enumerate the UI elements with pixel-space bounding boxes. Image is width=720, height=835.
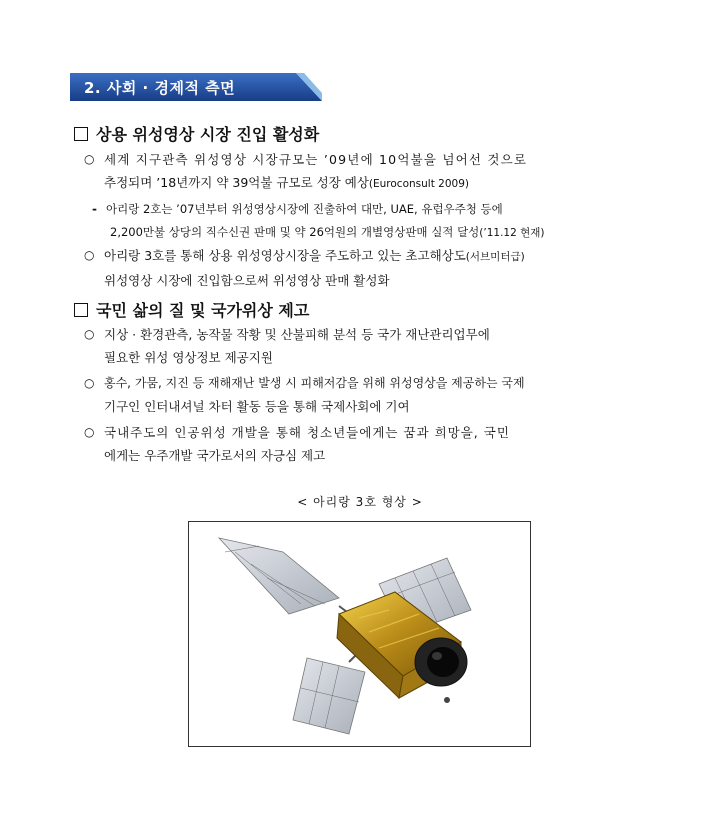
topic-heading-text: 국민 삶의 질 및 국가위상 제고 xyxy=(96,301,310,320)
circle-bullet-icon: ○ xyxy=(84,152,95,166)
solar-panel-upper xyxy=(219,538,339,614)
topic-heading-market xyxy=(74,122,319,145)
camera-lens xyxy=(415,638,467,686)
solar-panel-lower xyxy=(293,658,365,734)
satellite-figure xyxy=(188,521,531,747)
section-header xyxy=(70,73,322,101)
checkbox-square-icon xyxy=(74,303,88,317)
satellite-image xyxy=(189,522,530,746)
sub-bullet-text: 아리랑 2호는 ’07년부터 위성영상시장에 진출하여 대만, UAE, 유럽우주청 등에 2,200만불 상당의 직수신권 판매 및 약 26억원의 개별영상판매 실적 달성(’11.12 현재) xyxy=(106,202,545,239)
bullet-text: 홍수, 가뭄, 지진 등 재해재난 발생 시 피해저감을 위해 위성영상을 제공하는 국제 기구인 인터내셔널 차터 활동 등을 통해 국제사회에 기여 xyxy=(104,376,525,414)
circle-bullet-icon: ○ xyxy=(84,425,95,439)
figure-caption: < 아리랑 3호 형상 > xyxy=(297,495,423,509)
topic-heading-national xyxy=(74,298,309,321)
section-title: 2. 사회 · 경제적 측면 xyxy=(84,79,236,97)
circle-bullet-icon: ○ xyxy=(84,327,95,341)
bullet-text: 세계 지구관측 위성영상 시장규모는 ’09년에 10억불을 넘어선 것으로 추정되며 ’18년까지 약 39억불 규모로 성장 예상(Euroconsult 2009) xyxy=(104,152,528,190)
checkbox-square-icon xyxy=(74,127,88,141)
bullet-text: 아리랑 3호를 통해 상용 위성영상시장을 주도하고 있는 초고해상도(서브미터급) 위성영상 시장에 진입함으로써 위성영상 판매 활성화 xyxy=(104,248,525,288)
bullet-text: 국내주도의 인공위성 개발을 통해 청소년들에게는 꿈과 희망을, 국민 에게는 우주개발 국가로서의 자긍심 제고 xyxy=(104,425,510,463)
circle-bullet-icon: ○ xyxy=(84,376,95,390)
topic-heading-text: 상용 위성영상 시장 진입 활성화 xyxy=(96,125,320,144)
dash-bullet-icon: - xyxy=(92,202,97,216)
bullet-text: 지상 · 환경관측, 농작물 작황 및 산불피해 분석 등 국가 재난관리업무에 필요한 위성 영상정보 제공지원 xyxy=(104,327,490,365)
circle-bullet-icon: ○ xyxy=(84,248,95,262)
